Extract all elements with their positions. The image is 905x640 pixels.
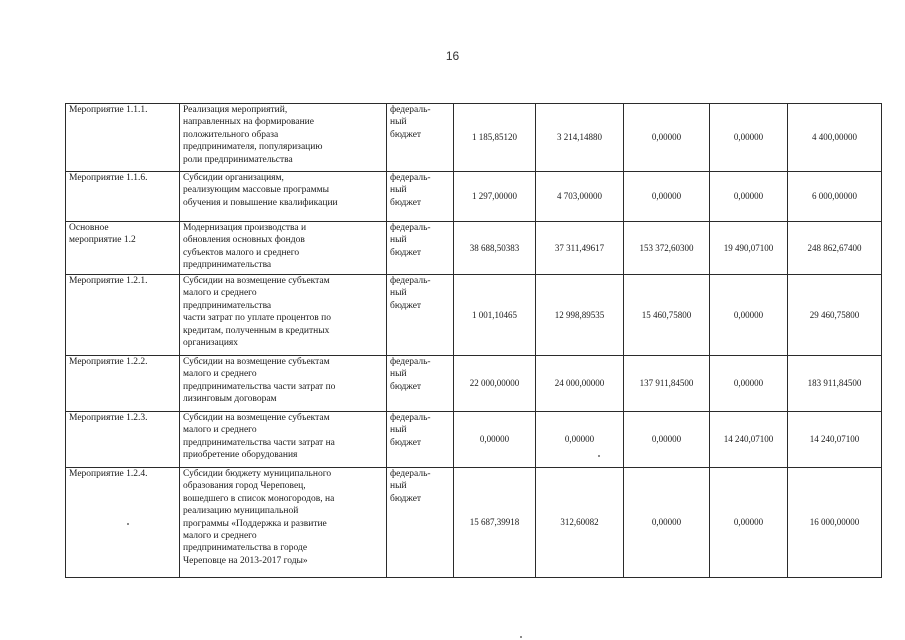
row-source-text: федераль- ный бюджет — [390, 173, 431, 208]
row-value-4: 0,00000 — [710, 172, 788, 222]
row-value-1: 38 688,50383 — [454, 222, 536, 275]
row-source — [387, 104, 454, 172]
page-number: 16 — [445, 49, 460, 63]
scan-speck — [520, 636, 522, 638]
table-row — [66, 222, 882, 275]
row-code — [66, 222, 180, 275]
row-value-3: 0,00000 — [624, 172, 710, 222]
row-name-text: Субсидии бюджету муниципального образования город Череповец, вошедшего в список моногородов, на реализацию муниципальной программы «Поддержка и развитие малого и среднего предпринимательства в городе Череповце на 2013-2017 годы» — [183, 469, 335, 566]
budget-table-body — [66, 104, 882, 578]
table-row — [66, 468, 882, 578]
row-code — [66, 356, 180, 412]
row-name — [180, 172, 387, 222]
row-value-4: 14 240,07100 — [710, 412, 788, 468]
row-value-3: 15 460,75800 — [624, 275, 710, 356]
row-source — [387, 275, 454, 356]
row-name — [180, 412, 387, 468]
row-code-text: Мероприятие 1.2.2. — [69, 357, 148, 367]
row-value-1: 15 687,39918 — [454, 468, 536, 578]
row-value-2: 4 703,00000 — [536, 172, 624, 222]
row-value-1: 1 001,10465 — [454, 275, 536, 356]
row-code — [66, 104, 180, 172]
row-source — [387, 356, 454, 412]
row-source — [387, 222, 454, 275]
row-name — [180, 222, 387, 275]
row-value-4: 0,00000 — [710, 356, 788, 412]
row-value-2: 3 214,14880 — [536, 104, 624, 172]
row-name-text: Субсидии на возмещение субъектам малого и среднего предпринимательства части затрат по лизинговым договорам — [183, 357, 336, 405]
row-value-1: 0,00000 — [454, 412, 536, 468]
scan-speck — [598, 455, 600, 457]
row-code — [66, 172, 180, 222]
row-code-text: Основное мероприятие 1.2 — [69, 223, 136, 246]
row-value-3: 137 911,84500 — [624, 356, 710, 412]
row-code-text: Мероприятие 1.2.1. — [69, 276, 148, 286]
row-code-text: Мероприятие 1.2.4. — [69, 469, 148, 479]
table-row — [66, 104, 882, 172]
table-row — [66, 172, 882, 222]
row-code — [66, 275, 180, 356]
row-name — [180, 104, 387, 172]
row-value-1: 1 185,85120 — [454, 104, 536, 172]
row-source-text: федераль- ный бюджет — [390, 105, 431, 140]
row-source-text: федераль- ный бюджет — [390, 357, 431, 392]
row-source-text: федераль- ный бюджет — [390, 413, 431, 448]
row-value-2: 24 000,00000 — [536, 356, 624, 412]
row-value-5: 29 460,75800 — [788, 275, 882, 356]
row-value-5: 16 000,00000 — [788, 468, 882, 578]
row-name — [180, 356, 387, 412]
row-source — [387, 172, 454, 222]
row-name — [180, 468, 387, 578]
row-code-text: Мероприятие 1.2.3. — [69, 413, 148, 423]
row-source — [387, 468, 454, 578]
row-value-1: 22 000,00000 — [454, 356, 536, 412]
table-row — [66, 412, 882, 468]
row-value-2: 12 998,89535 — [536, 275, 624, 356]
row-code-text: Мероприятие 1.1.1. — [69, 105, 148, 115]
row-value-3: 0,00000 — [624, 468, 710, 578]
row-value-3: 0,00000 — [624, 104, 710, 172]
budget-table — [65, 103, 882, 578]
row-source-text: федераль- ный бюджет — [390, 276, 431, 311]
row-value-5: 4 400,00000 — [788, 104, 882, 172]
row-value-2: 0,00000 — [536, 412, 624, 468]
row-code-text: Мероприятие 1.1.6. — [69, 173, 148, 183]
row-name-text: Субсидии организациям, реализующим массовые программы обучения и повышение квалификации — [183, 173, 338, 208]
row-value-4: 0,00000 — [710, 468, 788, 578]
row-value-5: 183 911,84500 — [788, 356, 882, 412]
row-name — [180, 275, 387, 356]
row-name-text: Модернизация производства и обновления основных фондов субъектов малого и среднего предпринимательства — [183, 223, 307, 271]
row-value-2: 312,60082 — [536, 468, 624, 578]
row-source — [387, 412, 454, 468]
row-name-text: Субсидии на возмещение субъектам малого и среднего предпринимательства части затрат на приобретение оборудования — [183, 413, 335, 461]
row-value-1: 1 297,00000 — [454, 172, 536, 222]
row-source-text: федераль- ный бюджет — [390, 223, 431, 258]
row-source-text: федераль- ный бюджет — [390, 469, 431, 504]
row-name-text: Субсидии на возмещение субъектам малого и среднего предпринимательства части затрат по уплате процентов по кредитам, полученным в кредитных организациях — [183, 276, 331, 349]
row-value-5: 248 862,67400 — [788, 222, 882, 275]
row-name-text: Реализация мероприятий, направленных на формирование положительного образа предпринимателя, популяризацию роли предпринимательства — [183, 105, 323, 165]
scan-speck — [127, 523, 129, 525]
row-value-3: 153 372,60300 — [624, 222, 710, 275]
table-row — [66, 356, 882, 412]
row-value-5: 14 240,07100 — [788, 412, 882, 468]
row-value-4: 0,00000 — [710, 275, 788, 356]
row-code — [66, 412, 180, 468]
row-value-2: 37 311,49617 — [536, 222, 624, 275]
row-value-3: 0,00000 — [624, 412, 710, 468]
table-row — [66, 275, 882, 356]
row-value-4: 0,00000 — [710, 104, 788, 172]
row-value-4: 19 490,07100 — [710, 222, 788, 275]
row-code — [66, 468, 180, 578]
row-value-5: 6 000,00000 — [788, 172, 882, 222]
